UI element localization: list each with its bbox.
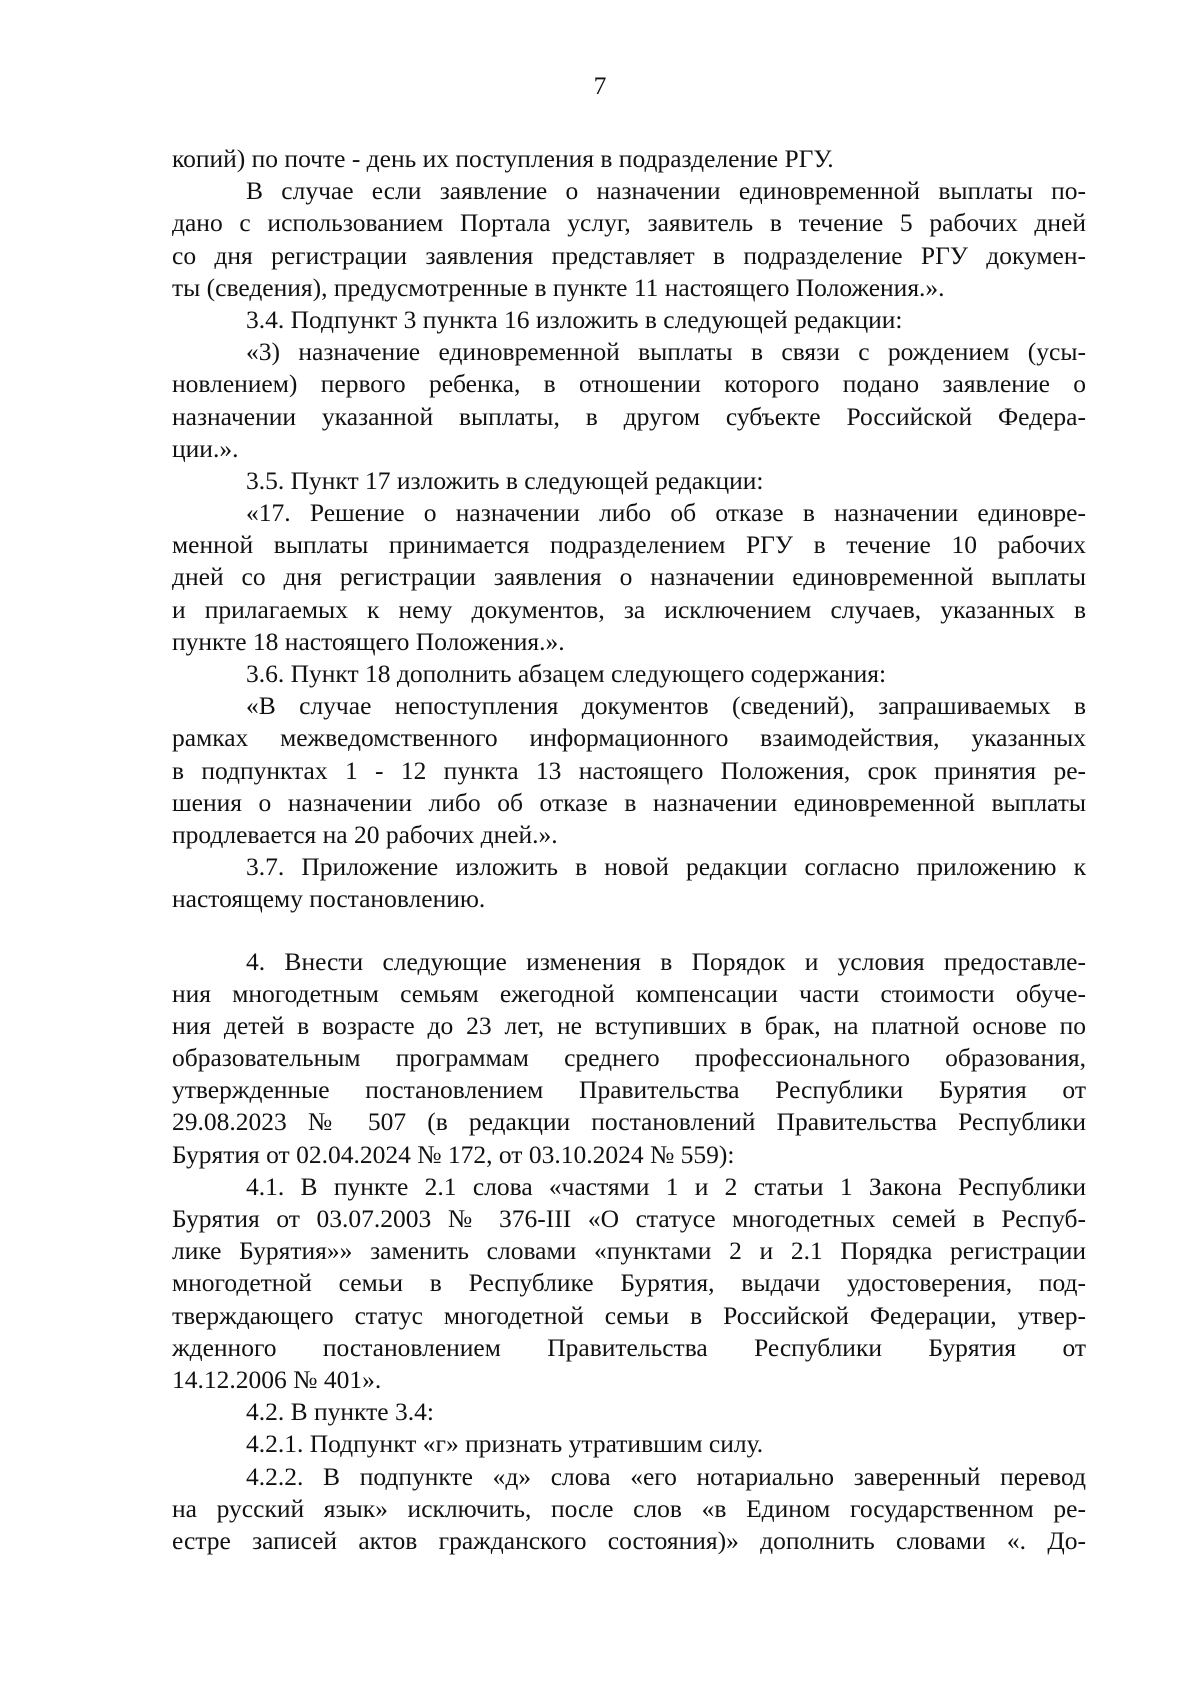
text-line: «В случае непоступления документов (сведений), запрашиваемых в — [246, 691, 1086, 721]
text-line: 29.08.2023 № 507 (в редакции постановлений Правительства Республики — [172, 1107, 1086, 1137]
text-line: 14.12.2006 № 401». — [172, 1364, 382, 1394]
text-line: ции.». — [172, 433, 239, 463]
text-line: пункте 18 настоящего Положения.». — [172, 626, 565, 656]
text-line: тверждающего статус многодетной семьи в Российской Федерации, утвер- — [172, 1300, 1086, 1330]
text-line: продлевается на 20 рабочих дней.». — [172, 819, 558, 849]
text-line: Бурятия от 03.07.2003 № 376-III «О статусе многодетных семей в Респуб- — [172, 1204, 1086, 1233]
text-line: назначении указанной выплаты, в другом субъекте Российской Федера- — [172, 401, 1086, 431]
text-line: 4. Внести следующие изменения в Порядок и условия предоставле- — [246, 946, 1086, 976]
text-line: 3.5. Пункт 17 изложить в следующей редакции: — [246, 465, 764, 495]
page-number: 7 — [593, 71, 607, 100]
text-line: дней со дня регистрации заявления о назначении единовременной выплаты — [172, 562, 1086, 592]
text-line: Бурятия от 02.04.2024 № 172, от 03.10.2024 № 559): — [172, 1139, 735, 1169]
text-line: в подпунктах 1 - 12 пункта 13 настоящего Положения, срок принятия ре- — [172, 755, 1086, 785]
text-line: утвержденные постановлением Правительства Республики Бурятия от — [172, 1075, 1086, 1105]
paragraph-gap — [172, 916, 1086, 946]
text-line: естре записей актов гражданского состояния)» дополнить словами «. До- — [172, 1525, 1086, 1555]
text-line: на русский язык» исключить, после слов «в Едином государственном ре- — [172, 1493, 1086, 1523]
text-line: многодетной семьи в Республике Бурятия, выдачи удостоверения, под- — [172, 1268, 1086, 1298]
document-body — [172, 143, 1086, 1557]
text-line: копий) по почте - день их поступления в подразделение РГУ. — [172, 144, 834, 173]
text-line: менной выплаты принимается подразделением РГУ в течение 10 рабочих — [172, 530, 1086, 560]
text-line: 4.2. В пункте 3.4: — [246, 1397, 434, 1427]
text-line: 3.7. Приложение изложить в новой редакции согласно приложению к — [246, 852, 1086, 882]
text-line: со дня регистрации заявления представляет в подразделение РГУ докумен- — [172, 240, 1086, 270]
text-line: В случае если заявление о назначении единовременной выплаты по- — [246, 176, 1086, 206]
text-line: 3.4. Подпункт 3 пункта 16 изложить в следующей редакции: — [246, 304, 903, 334]
text-line: дано с использованием Портала услуг, заявитель в течение 5 рабочих дней — [172, 208, 1086, 238]
text-line: новлением) первого ребенка, в отношении которого подано заявление о — [172, 369, 1086, 399]
text-line: 3.6. Пункт 18 дополнить абзацем следующего содержания: — [246, 659, 887, 688]
text-line: 4.2.2. В подпункте «д» слова «его нотариально заверенный перевод — [246, 1461, 1086, 1491]
text-line: ния детей в возрасте до 23 лет, не вступивших в брак, на платной основе по — [172, 1010, 1086, 1040]
text-line: рамках межведомственного информационного взаимодействия, указанных — [172, 723, 1086, 753]
text-line: ния многодетным семьям ежегодной компенсации части стоимости обуче- — [172, 978, 1086, 1008]
text-line: образовательным программам среднего профессионального образования, — [172, 1043, 1086, 1073]
text-line: жденного постановлением Правительства Республики Бурятия от — [172, 1332, 1086, 1362]
text-line: 4.2.1. Подпункт «г» признать утратившим силу. — [246, 1429, 764, 1459]
text-line: ты (сведения), предусмотренные в пункте 11 настоящего Положения.». — [172, 272, 945, 302]
text-line: шения о назначении либо об отказе в назначении единовременной выплаты — [172, 787, 1086, 817]
text-line: «17. Решение о назначении либо об отказе в назначении единовре- — [246, 498, 1086, 528]
text-line: «3) назначение единовременной выплаты в связи с рождением (усы- — [246, 337, 1086, 367]
text-line: и прилагаемых к нему документов, за исключением случаев, указанных в — [172, 594, 1086, 624]
text-line: 4.1. В пункте 2.1 слова «частями 1 и 2 статьи 1 Закона Республики — [246, 1171, 1086, 1201]
text-line: настоящему постановлению. — [172, 884, 486, 914]
text-line: лике Бурятия»» заменить словами «пунктами 2 и 2.1 Порядка регистрации — [172, 1236, 1086, 1266]
